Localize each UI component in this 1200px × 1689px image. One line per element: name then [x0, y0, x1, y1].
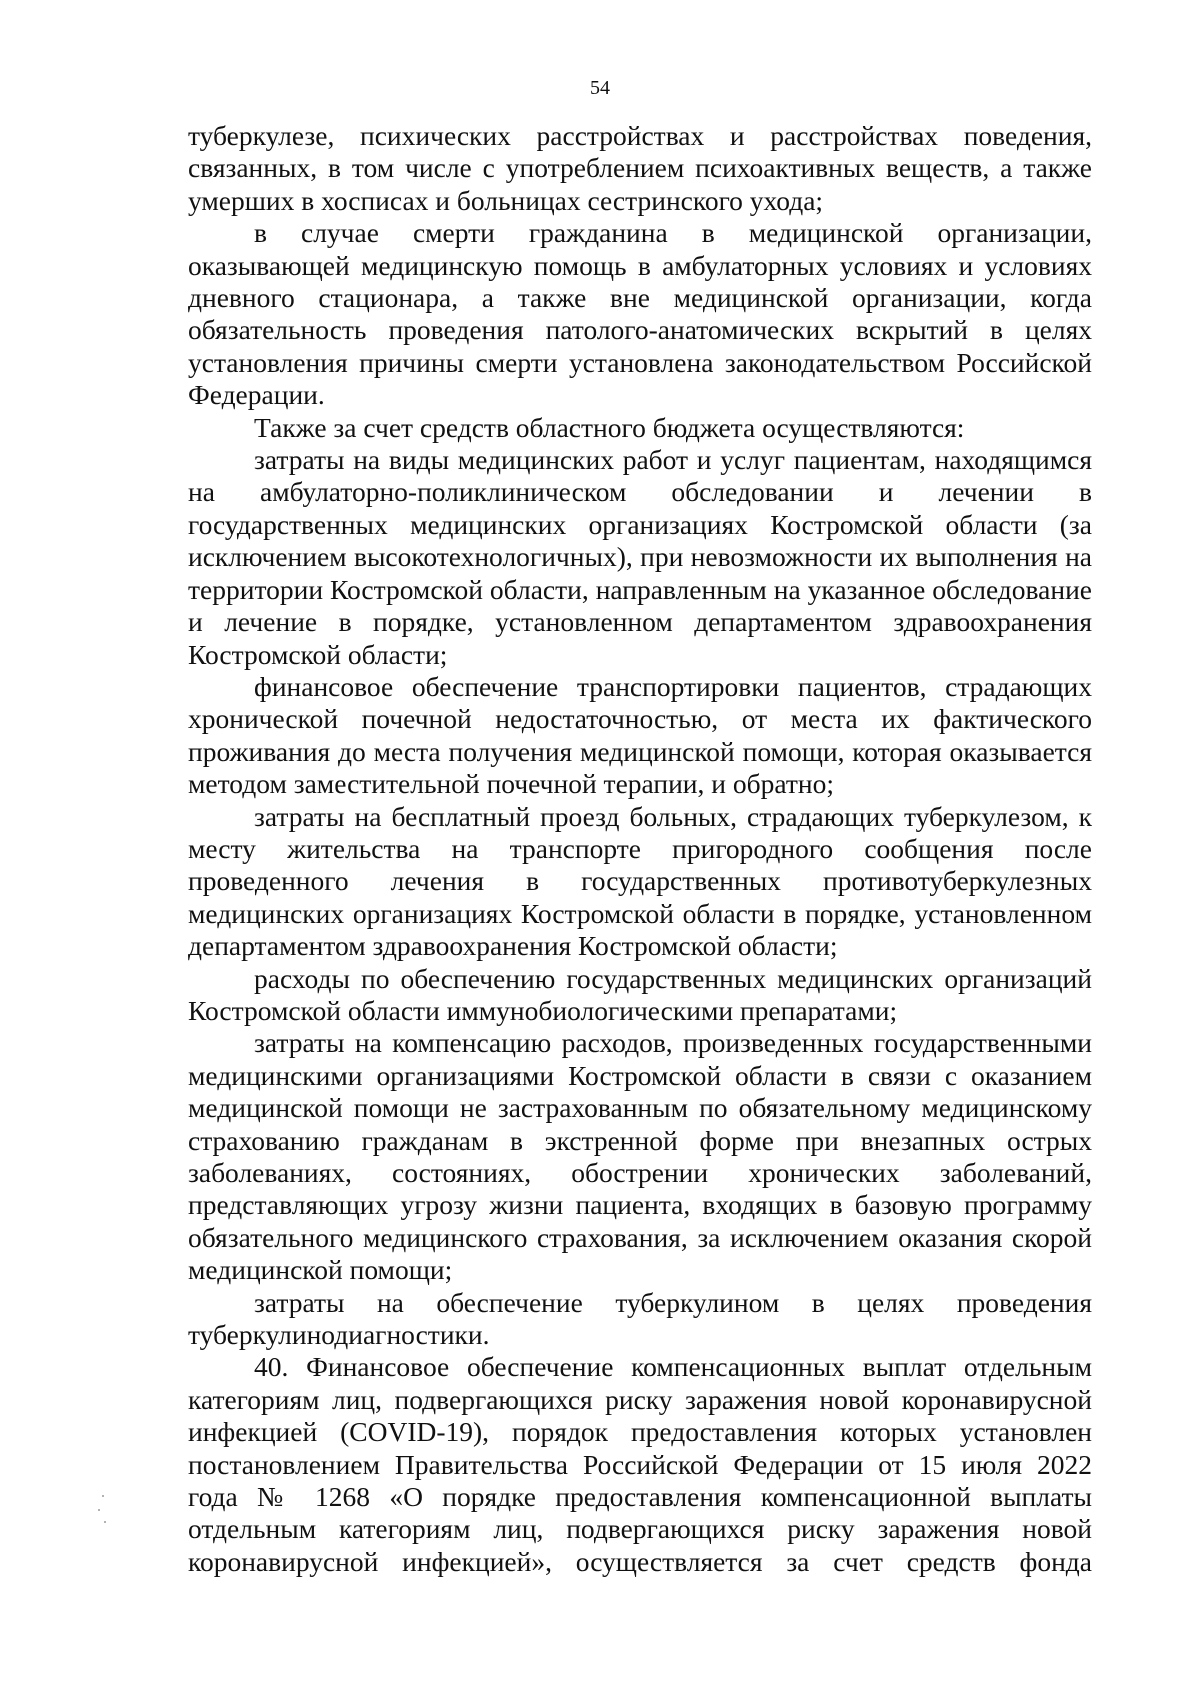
paragraph-uninsured-emergency-care: затраты на компенсацию расходов, произведенных государственными медицинскими организациями Костромской области в связи с оказанием медицинской помощи не застрахованным по обязательному медицинскому страхованию гражданам в экстренной форме при внезапных острых заболеваниях, состояниях, обострении хронических заболеваний, представляющих угрозу жизни пациента, входящих в базовую программу обязательного медицинского страхования, за исключением оказания скорой медицинской помощи; — [188, 1027, 1092, 1286]
paragraph-immunobiological-preparations: расходы по обеспечению государственных медицинских организаций Костромской области иммунобиологическими препаратами; — [188, 962, 1092, 1026]
scan-specks — [96, 1495, 108, 1525]
paragraph-tuberculin-diagnostics: затраты на обеспечение туберкулином в целях проведения туберкулинодиагностики. — [188, 1286, 1092, 1351]
paragraph-tuberculosis-travel: затраты на бесплатный проезд больных, страдающих туберкулезом, к месту жительства на транспорте пригородного сообщения после проведенного лечения в государственных противотуберкулезных медицинских организациях Костромской области в порядке, установленном департаментом здравоохранения Костромской области; — [188, 800, 1092, 962]
paragraph-dialysis-transport: финансовое обеспечение транспортировки пациентов, страдающих хронической почечной недостаточностью, от места их фактического проживания до места получения медицинской помощи, которая оказывается методом заместительной почечной терапии, и обратно; — [188, 670, 1092, 800]
paragraph-40-covid-compensation: 40. Финансовое обеспечение компенсационных выплат отдельным категориям лиц, подвергающихся риску заражения новой коронавирусной инфекцией (COVID-19), порядок предоставления которых установлен постановлением Правительства Российской Федерации от 15 июля 2022 года № 1268 «О порядке предоставления компенсационной выплаты отдельным категориям лиц, подвергающихся риску заражения новой коронавирусной инфекцией», осуществляется за счет средств фонда — [188, 1351, 1092, 1577]
page-number: 54 — [590, 77, 610, 99]
paragraph-outpatient-examination-costs: затраты на виды медицинских работ и услуг пациентам, находящимся на амбулаторно-поликлиническом обследовании и лечении в государственных медицинских организациях Костромской области (за исключением высокотехнологичных), при невозможности их выполнения на территории Костромской области, направленным на указанное обследование и лечение в порядке, установленном департаментом здравоохранения Костромской области; — [188, 444, 1092, 670]
paragraph-regional-budget-intro: Также за счет средств областного бюджета осуществляются: — [254, 411, 965, 443]
document-body — [188, 120, 1092, 1578]
paragraph-hospice-deaths: туберкулезе, психических расстройствах и расстройствах поведения, связанных, в том числе с употреблением психоактивных веществ, а также умерших в хосписах и больницах сестринского ухода; — [188, 120, 1092, 216]
paragraph-death-in-medical-organization: в случае смерти гражданина в медицинской организации, оказывающей медицинскую помощь в амбулаторных условиях и условиях дневного стационара, а также вне медицинской организации, когда обязательность проведения патолого-анатомических вскрытий в целях установления причины смерти установлена законодательством Российской Федерации. — [188, 217, 1092, 411]
